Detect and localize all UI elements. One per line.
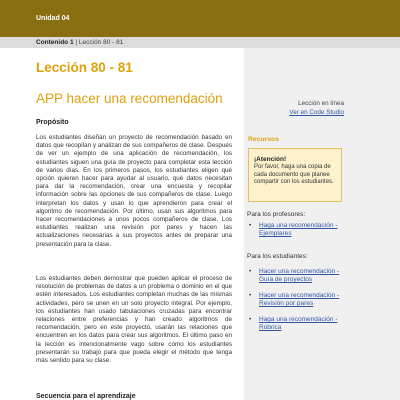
purpose-heading: Propósito [36,119,69,126]
attention-title: ¡Atención! [254,156,287,163]
student-resource-link[interactable]: Haga una recomendación - Rúbrica [259,316,338,332]
attention-body: Por favor, haga una copia de cada documento que planee compartir con los estudiantes. [254,164,334,185]
page-title: APP hacer una recomendación [36,91,223,106]
student-resource-link[interactable]: Hacer una recomendación - Revisión por pares [259,292,340,308]
bullet-icon: • [249,222,252,229]
breadcrumb-separator: | [75,39,78,46]
bullet-icon: • [249,316,252,323]
purpose-paragraph-1: Los estudiantes diseñan un proyecto de recomendación basado en datos que recopilan y analizan de sus compañeros de clase. Después de ver un ejemplo de una aplicación de recomendación, los estudiantes siguen una guía de proyecto para completar esta lección de varios días. En los primeros pasos, los estudiantes eligen qué opción quieren hacer para ayudar al usuario, qué datos necesitan para dar la recomendación, crear una encuesta y recopilar información sobre las opciones de sus compañeros de clase. Luego interpretan los datos y usan lo que aprendieron para crear el algoritmo de recomendación. Por último, usan sus algoritmos para hacer recomendaciones a unos pocos compañeros de clase. Los estudiantes realizan una revisión por pares y hacen las actualizaciones necesarias a sus proyectos antes de preparar una presentación para la clase. [36,134,232,248]
teachers-label: Para los profesores: [247,211,306,218]
list-item [247,268,347,284]
content-label: Contenido 1 [36,39,74,46]
student-resource-link[interactable]: Hacer una recomendación - Guía de proyectos [259,268,340,284]
online-lesson-label: Lección en línea [298,100,344,107]
lesson-title: Lección 80 - 81 [36,60,133,75]
breadcrumb [36,38,123,47]
sequence-heading: Secuencia para el aprendizaje [36,393,136,400]
teacher-resource-link[interactable]: Haga una recomendación - Ejemplares [259,222,338,238]
list-item [247,316,347,332]
list-item [247,222,347,238]
bullet-icon: • [249,292,252,299]
students-label: Para los estudiantes: [247,253,308,260]
attention-callout [248,148,342,202]
code-studio-link[interactable]: Ver en Code Studio [289,109,344,116]
breadcrumb-lessons: Lección 80 - 81 [78,39,124,46]
unit-label: Unidad 04 [36,15,70,22]
resources-title: Recursos [248,136,279,143]
list-item [247,292,347,308]
purpose-paragraph-2: Los estudiantes deben demostrar que pueden aplicar el proceso de resolución de problemas de datos a un problema o dominio en el que estén interesados. Los estudiantes completan muchas de las mismas actividades, pero se unen en un solo proyecto integral. Por ejemplo, los estudiantes han usado tabulaciones cruzadas para encontrar relaciones entre preferencias y han creado algoritmos de recomendación, pero en este proyecto, usarán las relaciones que encuentren en los datos para crear sus algoritmos. El último paso en la lección es intencionalmente vago sobre cómo los estudiantes presentarán su trabajo para que pueda elegir el método que tenga más sentido para su clase. [36,275,232,365]
unit-header-bar [0,0,400,37]
content-breadcrumb-bar [0,37,400,48]
bullet-icon: • [249,268,252,275]
